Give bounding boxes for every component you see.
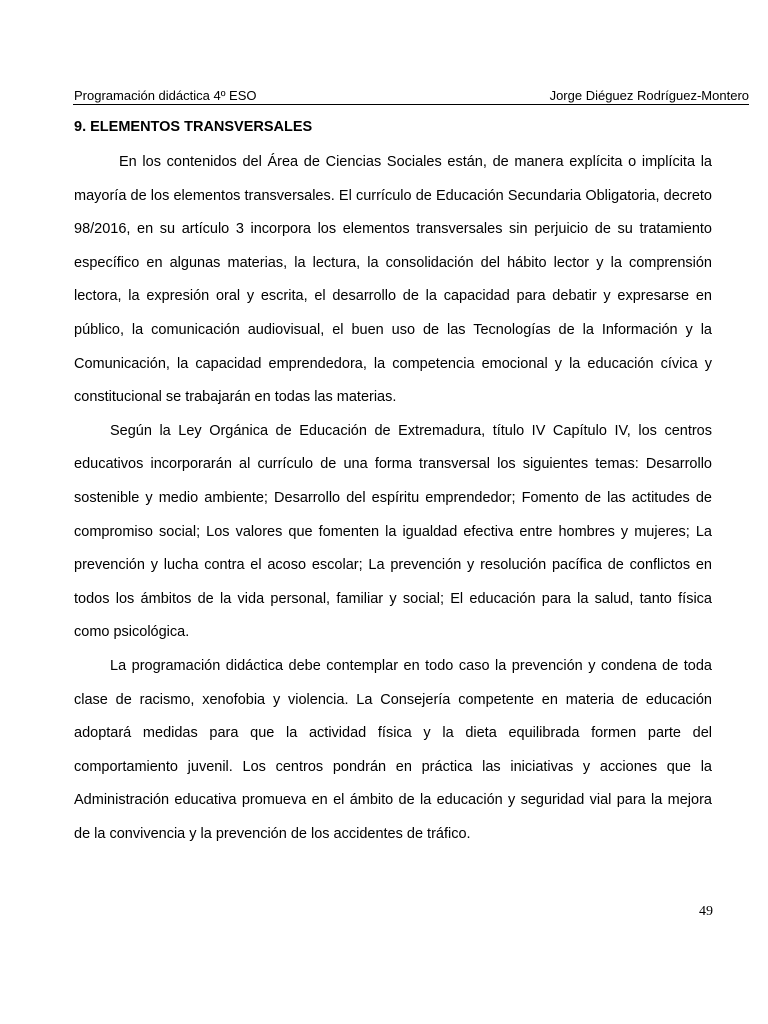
section-body bbox=[74, 146, 712, 851]
header-author: Jorge Diéguez Rodríguez-Montero bbox=[549, 88, 749, 103]
page-header bbox=[73, 88, 749, 105]
header-course-title: Programación didáctica 4º ESO bbox=[74, 88, 257, 103]
paragraph: La programación didáctica debe contemplar en todo caso la prevención y condena de toda clase de racismo, xenofobia y violencia. La Consejería competente en materia de educación adoptará medidas para que la actividad física y la dieta equilibrada formen parte del comportamiento juvenil. Los centros pondrán en práctica las iniciativas y acciones que la Administración educativa promueva en el ámbito de la educación y seguridad vial para la mejora de la convivencia y la prevención de los accidentes de tráfico. bbox=[74, 657, 712, 842]
page-number: 49 bbox=[699, 904, 713, 919]
section-heading: 9. ELEMENTOS TRANSVERSALES bbox=[74, 119, 313, 135]
paragraph: En los contenidos del Área de Ciencias Sociales están, de manera explícita o implícita la mayoría de los elementos transversales. El currículo de Educación Secundaria Obligatoria, decreto 98/2016, en su artículo 3 incorpora los elementos transversales sin perjuicio de su tratamiento específico en algunas materias, la lectura, la consolidación del hábito lector y la comprensión lectora, la expresión oral y escrita, el desarrollo de la capacidad para debatir y expresarse en público, la comunicación audiovisual, el buen uso de las Tecnologías de la Información y la Comunicación, la capacidad emprendedora, la competencia emocional y la educación cívica y constitucional se trabajarán en todas las materias. bbox=[74, 154, 712, 406]
paragraph: Según la Ley Orgánica de Educación de Extremadura, título IV Capítulo IV, los centros educativos incorporarán al currículo de una forma transversal los siguientes temas: Desarrollo sostenible y medio ambiente; Desarrollo del espíritu emprendedor; Fomento de las actitudes de compromiso social; Los valores que fomenten la igualdad efectiva entre hombres y mujeres; La prevención y lucha contra el acoso escolar; La prevención y resolución pacífica de conflictos en todos los ámbitos de la vida personal, familiar y social; El educación para la salud, tanto física como psicológica. bbox=[74, 422, 712, 641]
